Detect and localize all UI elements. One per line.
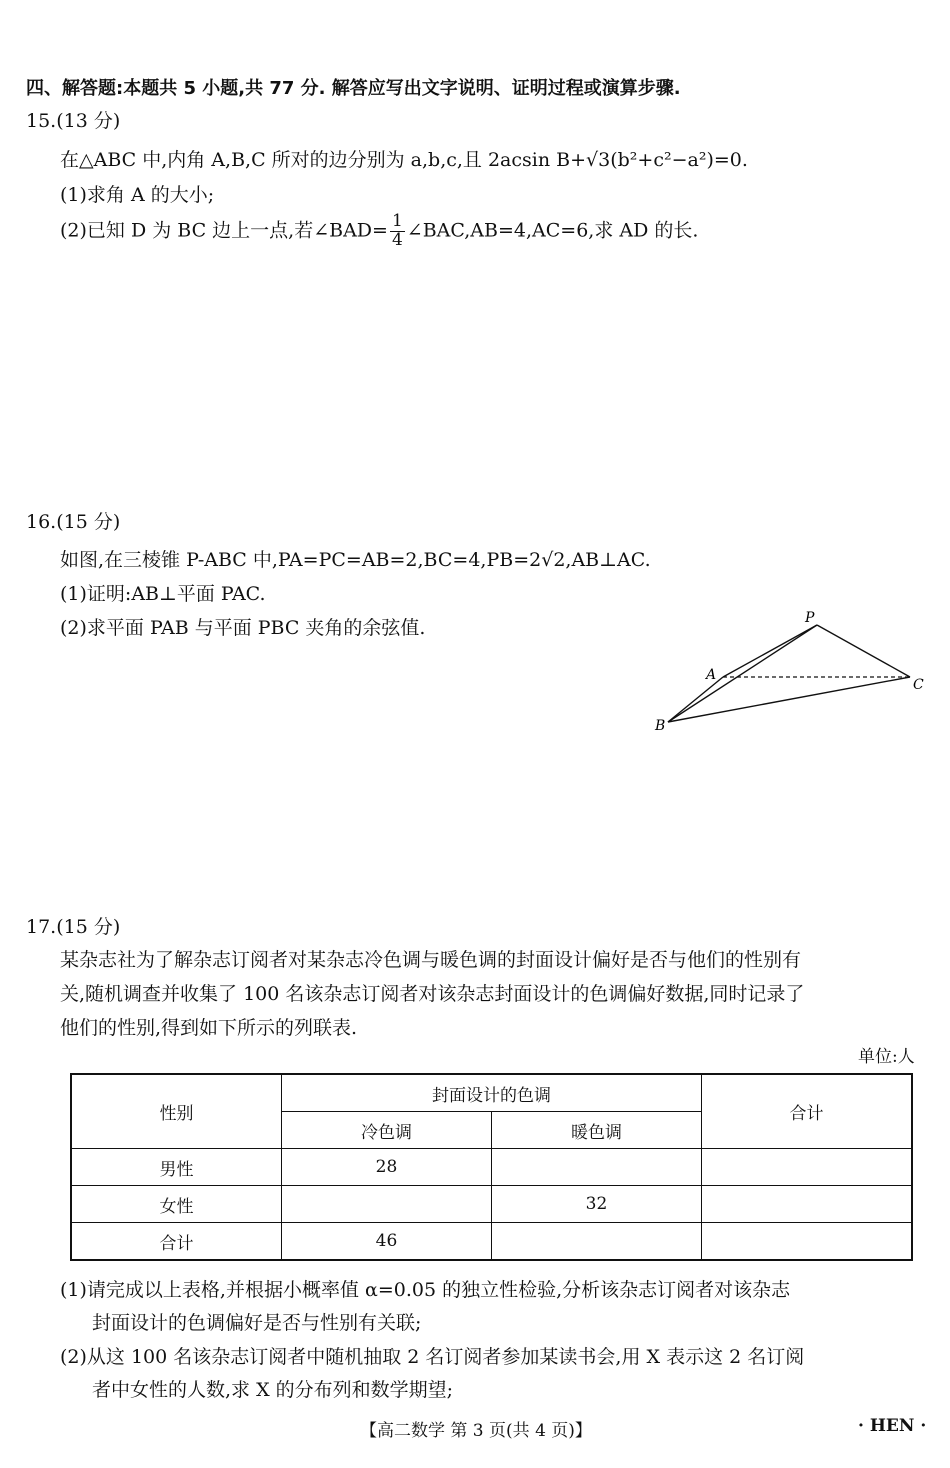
table-header-row [71,1074,912,1112]
q15-stem [60,145,748,172]
q15-number: 15.(13 分) [26,110,121,132]
row-label: 男性 [71,1149,281,1186]
cell-cold [281,1186,491,1223]
edge-pa [723,625,817,677]
header-warm: 暖色调 [491,1112,701,1149]
q15-frac-den: 4 [391,229,403,250]
q15-stem-suffix: (b²+c²−a²)=0. [610,149,748,171]
q15-fraction [390,213,405,250]
footer-code: · HEN · [858,1416,927,1436]
label-b: B [655,718,666,734]
q17-part1-line2: 封面设计的色调偏好是否与性别有关联; [92,1312,422,1334]
header-total: 合计 [701,1074,912,1149]
q16-part1: (1)证明:AB⊥平面 PAC. [60,583,266,605]
cell-total [701,1186,912,1223]
cell-warm [491,1223,701,1261]
header-color-group: 封面设计的色调 [281,1074,701,1112]
q15-part2-prefix: (2)已知 D 为 BC 边上一点,若∠BAD= [60,219,388,242]
q15-stem-prefix: 在△ABC 中,内角 A,B,C 所对的边分别为 a,b,c,且 2acsin B+ [60,149,587,171]
q15-part2-suffix: ∠BAC,AB=4,AC=6,求 AD 的长. [406,219,699,242]
page-footer: 【高二数学 第 3 页(共 4 页)】 [360,1421,592,1441]
q17-stem-line2: 关,随机调查并收集了 100 名该杂志订阅者对该杂志封面设计的色调偏好数据,同时记录了 [60,983,805,1005]
q16-number: 16.(15 分) [26,511,121,533]
q17-number: 17.(15 分) [26,916,121,938]
header-gender: 性别 [71,1074,281,1149]
row-label: 合计 [71,1223,281,1261]
cell-total [701,1223,912,1261]
cell-warm [491,1149,701,1186]
header-cold: 冷色调 [281,1112,491,1149]
q16-stem: 如图,在三棱锥 P-ABC 中,PA=PC=AB=2,BC=4,PB=2√2,AB⊥AC. [60,549,651,571]
q17-stem-line3: 他们的性别,得到如下所示的列联表. [60,1017,358,1039]
q15-part1: (1)求角 A 的大小; [60,184,215,206]
q16-part2: (2)求平面 PAB 与平面 PBC 夹角的余弦值. [60,617,426,639]
section-header: 四、解答题:本题共 5 小题,共 77 分. 解答应写出文字说明、证明过程或演算步骤. [26,78,681,99]
table-row [71,1223,912,1261]
q17-part2-line1: (2)从这 100 名该杂志订阅者中随机抽取 2 名订阅者参加某读书会,用 X 表示这 2 名订阅 [60,1346,805,1368]
q15-sqrt: √3 [586,149,611,171]
label-p: P [805,610,815,626]
contingency-table [70,1073,913,1261]
cell-total [701,1149,912,1186]
q15-frac-num: 1 [391,211,403,231]
edge-pc [817,625,910,677]
pyramid-diagram [640,600,940,750]
table-unit: 单位:人 [858,1047,915,1067]
cell-warm: 32 [491,1186,701,1223]
edge-bc [668,677,910,722]
edge-ab [668,677,723,722]
row-label: 女性 [71,1186,281,1223]
q17-part1-line1: (1)请完成以上表格,并根据小概率值 α=0.05 的独立性检验,分析该杂志订阅者对该杂志 [60,1279,791,1301]
q15-part2 [60,213,698,250]
label-a: A [706,667,717,683]
table-row [71,1149,912,1186]
cell-cold: 46 [281,1223,491,1261]
cell-cold: 28 [281,1149,491,1186]
q17-stem-line1: 某杂志社为了解杂志订阅者对某杂志冷色调与暖色调的封面设计偏好是否与他们的性别有 [60,949,802,971]
table-row [71,1186,912,1223]
q17-part2-line2: 者中女性的人数,求 X 的分布列和数学期望; [92,1379,454,1401]
label-c: C [913,677,924,693]
